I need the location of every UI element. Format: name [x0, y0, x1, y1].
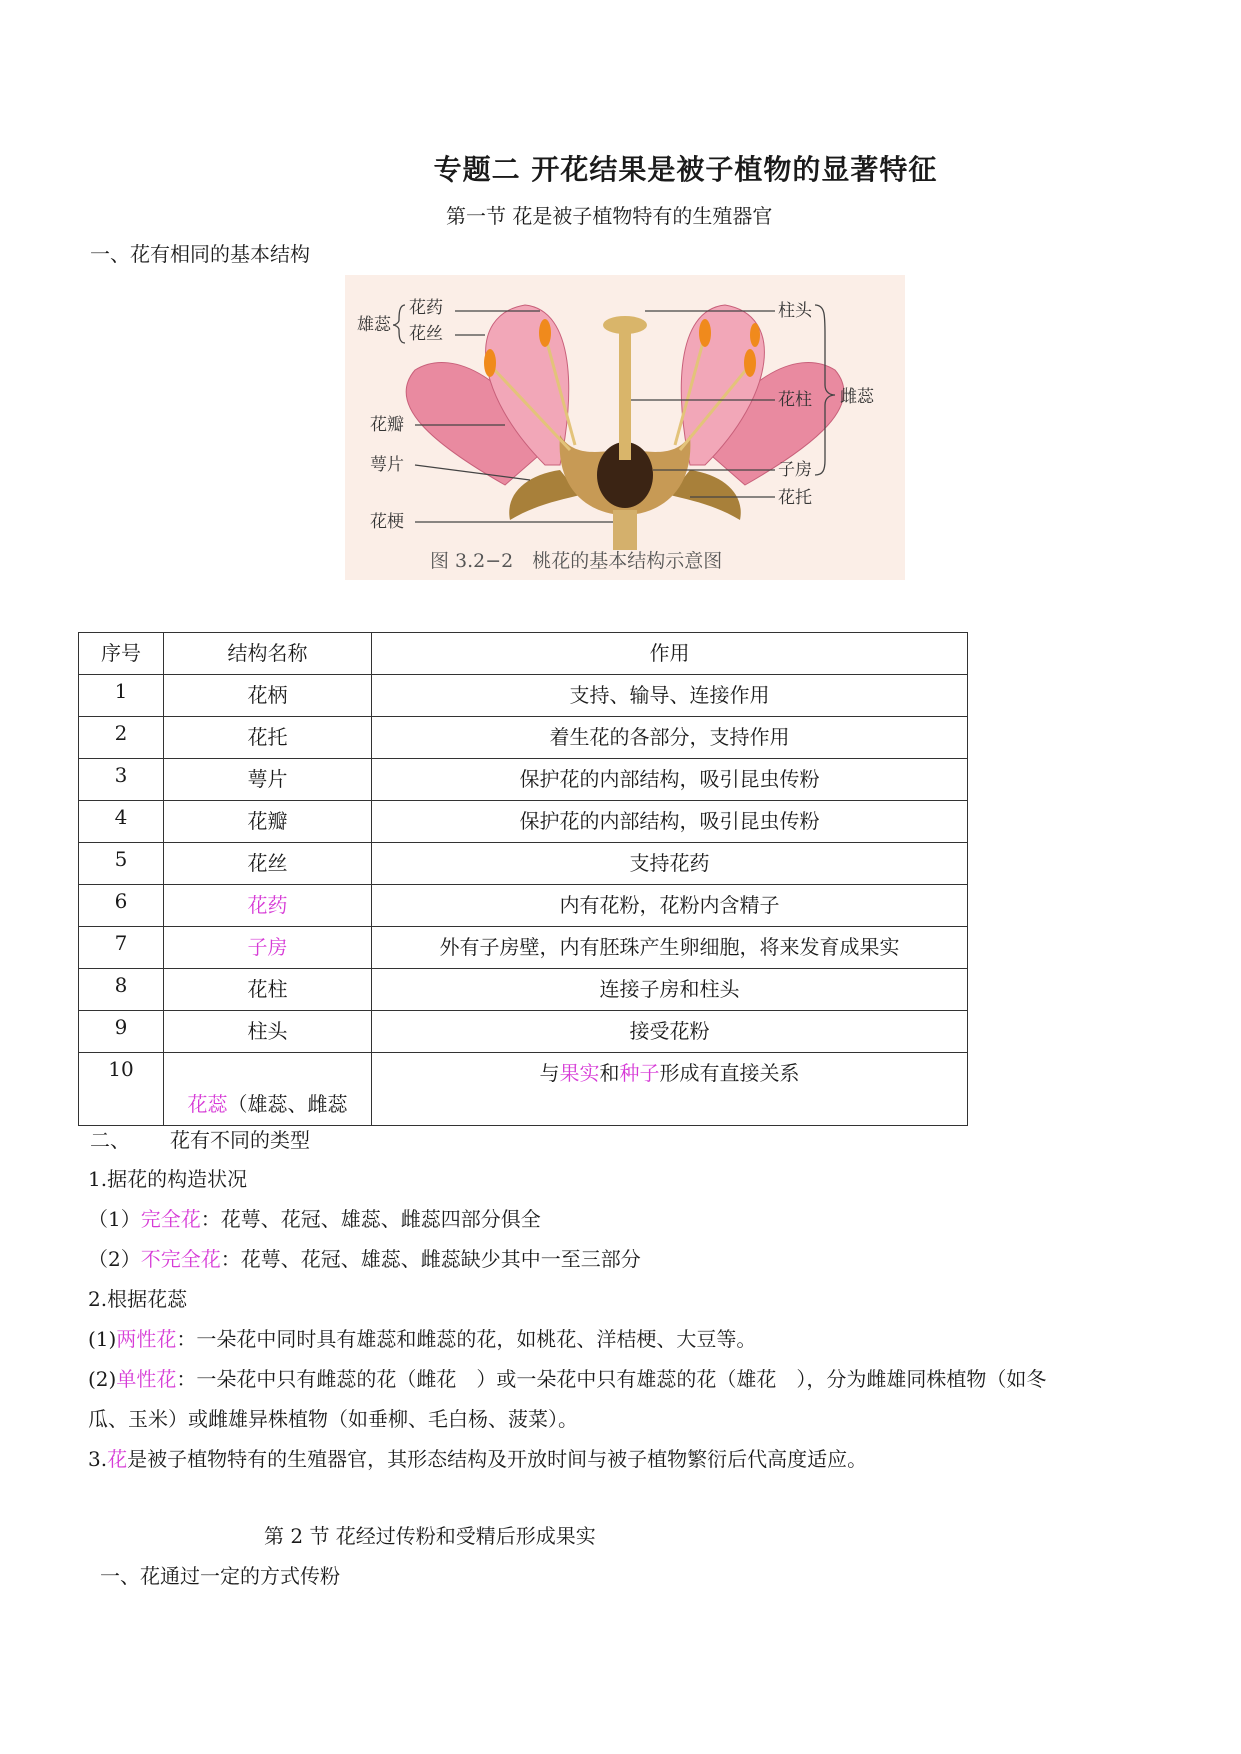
row-name-rest: （雄蕊、雌蕊	[227, 1092, 348, 1116]
paragraph	[88, 1203, 541, 1232]
table-row	[79, 843, 968, 885]
label-anther: 花药	[409, 298, 443, 318]
row-function: 着生花的各部分，支持作用	[372, 717, 968, 759]
paragraph	[88, 1243, 641, 1272]
paragraph	[88, 1323, 756, 1352]
term-complete-flower: 完全花	[140, 1207, 201, 1231]
term-flower: 花	[107, 1447, 128, 1471]
peach-flower-diagram	[345, 275, 905, 580]
prefix: （1）	[88, 1207, 141, 1231]
prefix: （2）	[88, 1247, 141, 1271]
row-name-highlight: 花蕊	[187, 1092, 228, 1116]
row-no: 7	[79, 927, 164, 969]
table-row	[79, 675, 968, 717]
table-row	[79, 885, 968, 927]
label-ovary: 子房	[778, 460, 812, 480]
table-row	[79, 1053, 968, 1126]
row-name: 子房	[164, 927, 372, 969]
section-subtitle: 第一节 花是被子植物特有的生殖器官	[446, 204, 773, 228]
row-name: 花药	[164, 885, 372, 927]
header-name: 结构名称	[164, 633, 372, 675]
term-incomplete-flower: 不完全花	[140, 1247, 221, 1271]
paragraph: 2.根据花蕊	[88, 1287, 188, 1311]
paragraph: 1.据花的构造状况	[88, 1167, 248, 1191]
func-text: 与	[539, 1061, 560, 1085]
page-title: 专题二 开花结果是被子植物的显著特征	[433, 153, 938, 186]
func-text: 形成有直接关系	[659, 1061, 800, 1085]
text: ：花萼、花冠、雄蕊、雌蕊缺少其中一至三部分	[220, 1247, 641, 1271]
table-row	[79, 801, 968, 843]
figure-caption: 图 3.2−2 桃花的基本结构示意图	[430, 550, 723, 572]
row-no: 1	[79, 675, 164, 717]
row-no: 6	[79, 885, 164, 927]
header-no: 序号	[79, 633, 164, 675]
term-unisexual-flower: 单性花	[116, 1367, 177, 1391]
row-function: 保护花的内部结构，吸引昆虫传粉	[372, 801, 968, 843]
text: 是被子植物特有的生殖器官，其形态结构及开放时间与被子植物繁衍后代高度适应。	[127, 1447, 868, 1471]
text: ：一朵花中同时具有雄蕊和雌蕊的花，如桃花、洋桔梗、大豆等。	[176, 1327, 757, 1351]
label-filament: 花丝	[409, 324, 443, 344]
row-name: 花柱	[164, 969, 372, 1011]
structure-table	[78, 632, 968, 1126]
func-text: 和	[599, 1061, 620, 1085]
label-pistil: 雌蕊	[840, 387, 874, 407]
section-heading-pollination: 一、花通过一定的方式传粉	[100, 1564, 340, 1588]
row-no: 4	[79, 801, 164, 843]
row-no: 5	[79, 843, 164, 885]
prefix: (2)	[88, 1367, 117, 1391]
paragraph	[88, 1363, 1046, 1392]
label-stamen: 雄蕊	[357, 315, 391, 335]
label-receptacle: 花托	[778, 488, 812, 508]
text: ：花萼、花冠、雄蕊、雌蕊四部分俱全	[200, 1207, 541, 1231]
func-highlight-fruit: 果实	[559, 1061, 600, 1085]
section-subtitle-2: 第 2 节 花经过传粉和受精后形成果实	[264, 1524, 596, 1548]
row-function: 保护花的内部结构，吸引昆虫传粉	[372, 759, 968, 801]
row-name: 花托	[164, 717, 372, 759]
row-no: 9	[79, 1011, 164, 1053]
table-header-row	[79, 633, 968, 675]
table-row	[79, 969, 968, 1011]
table-row	[79, 717, 968, 759]
table-row	[79, 927, 968, 969]
row-no: 3	[79, 759, 164, 801]
table-row	[79, 759, 968, 801]
label-pedicel: 花梗	[370, 512, 404, 532]
row-function: 外有子房壁，内有胚珠产生卵细胞，将来发育成果实	[372, 927, 968, 969]
label-stigma: 柱头	[778, 301, 812, 321]
row-name: 萼片	[164, 759, 372, 801]
row-function: 内有花粉，花粉内含精子	[372, 885, 968, 927]
prefix: (1)	[88, 1327, 117, 1351]
paragraph	[88, 1443, 867, 1472]
label-sepal: 萼片	[370, 455, 404, 475]
prefix: 3.	[88, 1447, 108, 1471]
paragraph: 瓜、玉米）或雌雄异株植物（如垂柳、毛白杨、菠菜）。	[88, 1407, 578, 1431]
text: ：一朵花中只有雌蕊的花（雌花 ）或一朵花中只有雄蕊的花（雄花 ），分为雌雄同株植物（如冬	[176, 1367, 1047, 1391]
row-name: 柱头	[164, 1011, 372, 1053]
row-function: 接受花粉	[372, 1011, 968, 1053]
row-function	[372, 1053, 968, 1126]
label-petal: 花瓣	[370, 415, 404, 435]
section-heading-types	[90, 1124, 310, 1153]
func-highlight-seed: 种子	[619, 1061, 660, 1085]
row-function: 连接子房和柱头	[372, 969, 968, 1011]
table-row	[79, 1011, 968, 1053]
row-name: 花丝	[164, 843, 372, 885]
row-name: 花柄	[164, 675, 372, 717]
row-name	[164, 1053, 372, 1126]
row-no: 2	[79, 717, 164, 759]
header-function: 作用	[372, 633, 968, 675]
row-no: 10	[79, 1053, 164, 1126]
heading-text: 花有不同的类型	[170, 1128, 310, 1152]
section-heading-structure: 一、花有相同的基本结构	[90, 242, 310, 266]
row-name: 花瓣	[164, 801, 372, 843]
row-function: 支持、输导、连接作用	[372, 675, 968, 717]
heading-number: 二、	[90, 1128, 130, 1152]
row-no: 8	[79, 969, 164, 1011]
label-style: 花柱	[778, 390, 812, 410]
term-bisexual-flower: 两性花	[116, 1327, 177, 1351]
row-function: 支持花药	[372, 843, 968, 885]
